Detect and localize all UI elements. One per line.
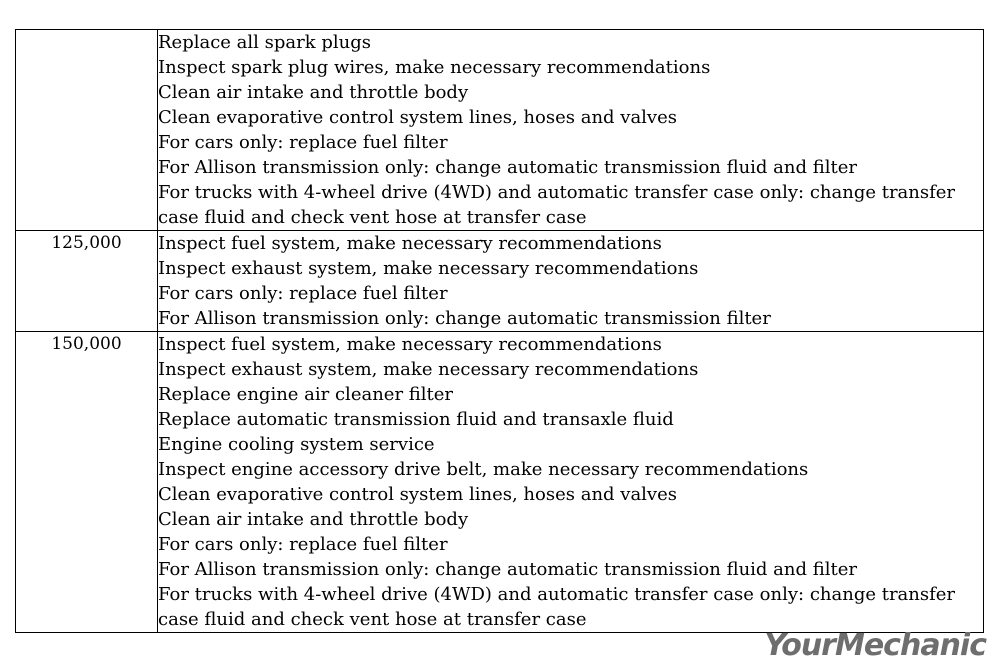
service-item: Replace engine air cleaner filter bbox=[158, 384, 454, 405]
service-item: Inspect fuel system, make necessary recommendations bbox=[158, 233, 662, 254]
service-item: For cars only: replace fuel filter bbox=[158, 132, 448, 153]
service-item: Engine cooling system service bbox=[158, 434, 435, 455]
service-item: For trucks with 4-wheel drive (4WD) and automatic transfer case only: change transfer case fluid and check vent hose at transfer case bbox=[158, 182, 956, 228]
table-row bbox=[16, 332, 984, 633]
service-item: For Allison transmission only: change automatic transmission fluid and filter bbox=[158, 559, 857, 580]
service-items-cell bbox=[158, 332, 984, 633]
service-item: Clean evaporative control system lines, hoses and valves bbox=[158, 484, 677, 505]
service-item: Clean air intake and throttle body bbox=[158, 509, 469, 530]
service-items-cell bbox=[158, 30, 984, 231]
table-row bbox=[16, 231, 984, 332]
service-item: For trucks with 4-wheel drive (4WD) and automatic transfer case only: change transfer case fluid and check vent hose at transfer case bbox=[158, 584, 956, 630]
service-item: Inspect fuel system, make necessary recommendations bbox=[158, 334, 662, 355]
service-item: Clean air intake and throttle body bbox=[158, 82, 469, 103]
service-item: Inspect spark plug wires, make necessary recommendations bbox=[158, 57, 711, 78]
service-item: Replace all spark plugs bbox=[158, 32, 371, 53]
service-item: For cars only: replace fuel filter bbox=[158, 283, 448, 304]
table-row bbox=[16, 30, 984, 231]
service-item: Inspect exhaust system, make necessary recommendations bbox=[158, 258, 699, 279]
service-item: Clean evaporative control system lines, hoses and valves bbox=[158, 107, 677, 128]
mileage-cell: 125,000 bbox=[16, 231, 158, 332]
maintenance-schedule-table bbox=[15, 29, 984, 633]
mileage-cell bbox=[16, 30, 158, 231]
service-items-cell bbox=[158, 231, 984, 332]
service-item: Inspect exhaust system, make necessary recommendations bbox=[158, 359, 699, 380]
service-item: For cars only: replace fuel filter bbox=[158, 534, 448, 555]
service-item: Inspect engine accessory drive belt, make necessary recommendations bbox=[158, 459, 809, 480]
service-item: For Allison transmission only: change automatic transmission fluid and filter bbox=[158, 157, 857, 178]
service-item: For Allison transmission only: change automatic transmission filter bbox=[158, 308, 771, 329]
service-item: Replace automatic transmission fluid and transaxle fluid bbox=[158, 409, 674, 430]
mileage-cell: 150,000 bbox=[16, 332, 158, 633]
yourmechanic-watermark-logo: YourMechanic bbox=[764, 628, 986, 663]
